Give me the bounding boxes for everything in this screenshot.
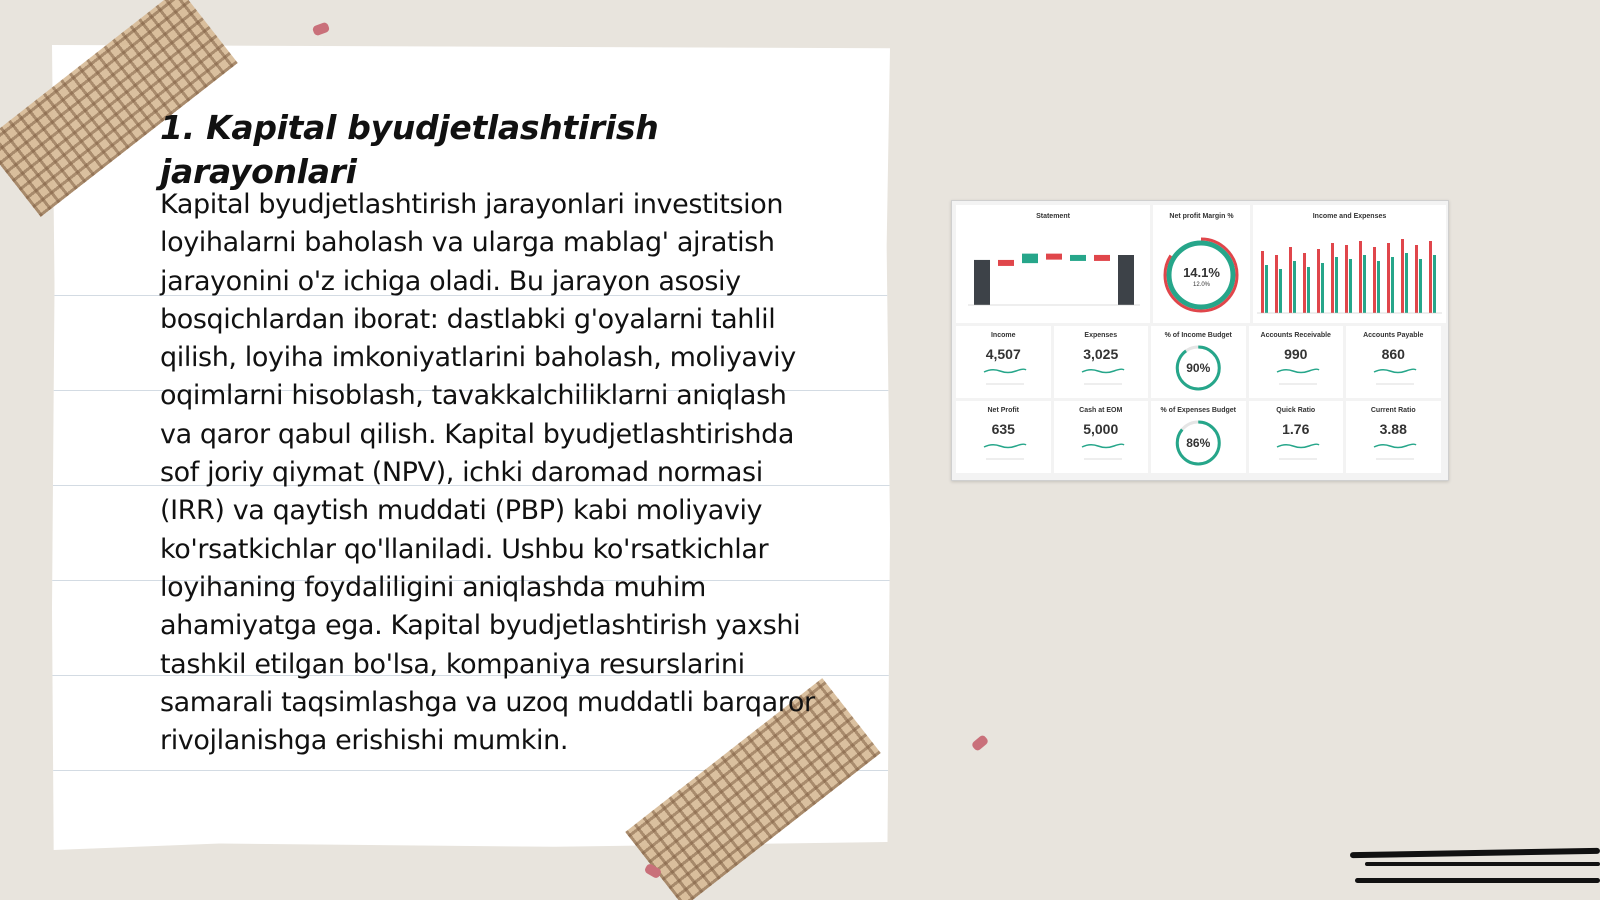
income-bar [1387, 243, 1390, 313]
kpi-sparkline-path [984, 444, 1026, 447]
expense-bar [1279, 269, 1282, 313]
kpi-card [1346, 326, 1441, 398]
expense-bar [1307, 267, 1310, 313]
kpi-label: Quick Ratio [1276, 407, 1316, 414]
income-bar [1429, 241, 1432, 313]
income-bar [1373, 247, 1376, 313]
expense-bar [1377, 261, 1380, 313]
expense-bar [1391, 257, 1394, 313]
financial-dashboard-image [951, 200, 1449, 481]
kpi-sparkline [1346, 441, 1441, 461]
kpi-card [1346, 401, 1441, 473]
kpi-sparkline [1054, 441, 1149, 461]
income-bar [1331, 243, 1334, 313]
income-bar [1359, 241, 1362, 313]
net-profit-margin-ring [1153, 205, 1250, 323]
kpi-sparkline [1054, 366, 1149, 386]
tape-tip-top [312, 22, 330, 37]
kpi-value: 860 [1381, 346, 1405, 362]
statement-bar [1070, 255, 1086, 261]
kpi-label: Accounts Payable [1363, 332, 1424, 339]
net-profit-margin-sub: 12.0% [1192, 282, 1210, 288]
kpi-value: 4,507 [985, 346, 1021, 362]
kpi-card [1249, 326, 1344, 398]
kpi-card [1249, 401, 1344, 473]
statement-bar [998, 260, 1014, 266]
kpi-value: 5,000 [1083, 421, 1119, 437]
kpi-label: % of Expenses Budget [1160, 407, 1236, 414]
brush-stroke [1365, 862, 1600, 866]
kpi-sparkline-path [1082, 369, 1124, 372]
income-expenses-chart [1253, 205, 1446, 323]
brush-stroke [1350, 848, 1600, 858]
net-profit-margin-panel [1153, 205, 1250, 323]
kpi-value: 90% [1186, 361, 1211, 375]
kpi-label: Cash at EOM [1079, 407, 1123, 414]
income-bar [1261, 251, 1264, 313]
slide-body-text: Kapital byudjetlashtirish jarayonlari investitsion loyihalarni baholash va ularga mablag' ajratish jarayonini o'z ichiga oladi. Bu jarayon asosiy bosqichlardan iborat: dastlabki g'oyalarni tahlil qilish, loyiha imkoniyatlarini baholash, moliyaviy oqimlarni hisoblash, tavakkalchiliklarni aniqlash va qaror qabul qilish. Kapital byudjetlashtirishda sof joriy qiymat (NPV), ichki daromad normasi (IRR) va qaytish muddati (PBP) kabi moliyaviy ko'rsatkichlar qo'llaniladi. Ushbu ko'rsatkichlar loyihaning foydaliligini aniqlashda muhim ahamiyatga ega. Kapital byudjetlashtirish yaxshi tashkil etilgan bo'lsa, kompaniya resurslarini samarali taqsimlashga va uzoq muddatli barqaror rivojlanishga erishishi mumkin. [160, 189, 815, 757]
kpi-sparkline-path [1374, 369, 1416, 372]
kpi-card [956, 401, 1051, 473]
kpi-label: Accounts Receivable [1260, 332, 1331, 339]
kpi-sparkline-path [1374, 444, 1416, 447]
tape-tip-bottom-right [971, 734, 990, 752]
brush-stroke [1355, 878, 1600, 883]
kpi-sparkline-path [1277, 444, 1319, 447]
income-bar [1275, 255, 1278, 313]
statement-bar [1094, 255, 1110, 261]
kpi-value: 3,025 [1083, 346, 1119, 362]
kpi-card [956, 326, 1051, 398]
expense-bar [1335, 257, 1338, 313]
kpi-card [1151, 326, 1246, 398]
income-expenses-title: Income and Expenses [1312, 213, 1387, 220]
expense-bar [1363, 255, 1366, 313]
kpi-sparkline [956, 366, 1051, 386]
income-bar [1317, 249, 1320, 313]
income-bar [1415, 245, 1418, 313]
income-expenses-panel [1253, 205, 1446, 323]
expense-bar [1349, 259, 1352, 313]
kpi-value: 3.88 [1379, 421, 1407, 437]
kpi-sparkline [1346, 366, 1441, 386]
kpi-card [1054, 326, 1149, 398]
income-bar [1345, 245, 1348, 313]
expense-bar [1405, 253, 1408, 313]
statement-panel [956, 205, 1150, 323]
kpi-label: Net Profit [987, 407, 1019, 414]
kpi-value: 990 [1284, 346, 1308, 362]
statement-bar [1118, 255, 1134, 305]
expense-bar [1265, 265, 1268, 313]
statement-waterfall-chart [956, 205, 1150, 323]
kpi-sparkline [956, 441, 1051, 461]
kpi-sparkline [1249, 366, 1344, 386]
slide-title: 1. Kapital byudjetlashtirish jarayonlari [160, 108, 659, 191]
kpi-label: Expenses [1084, 332, 1118, 339]
kpi-value: 635 [991, 421, 1015, 437]
kpi-card [1151, 401, 1246, 473]
income-bar [1289, 247, 1292, 313]
kpi-label: % of Income Budget [1164, 332, 1232, 339]
kpi-value: 86% [1186, 436, 1211, 450]
kpi-sparkline-path [1082, 444, 1124, 447]
kpi-value: 1.76 [1282, 421, 1310, 437]
statement-bar [974, 260, 990, 305]
kpi-sparkline [1249, 441, 1344, 461]
kpi-label: Income [990, 332, 1016, 339]
kpi-sparkline-path [984, 369, 1026, 372]
net-profit-margin-value: 14.1% [1183, 265, 1220, 280]
expense-bar [1321, 263, 1324, 313]
kpi-card [1054, 401, 1149, 473]
income-bar [1303, 253, 1306, 313]
kpi-label: Current Ratio [1370, 407, 1416, 414]
kpi-sparkline-path [1277, 369, 1319, 372]
expense-bar [1293, 261, 1296, 313]
net-profit-margin-title: Net profit Margin % [1169, 213, 1234, 220]
statement-title: Statement [1036, 213, 1070, 220]
statement-bar [1022, 254, 1038, 264]
income-bar [1401, 239, 1404, 313]
expense-bar [1433, 255, 1436, 313]
expense-bar [1419, 259, 1422, 313]
statement-bar [1046, 254, 1062, 260]
